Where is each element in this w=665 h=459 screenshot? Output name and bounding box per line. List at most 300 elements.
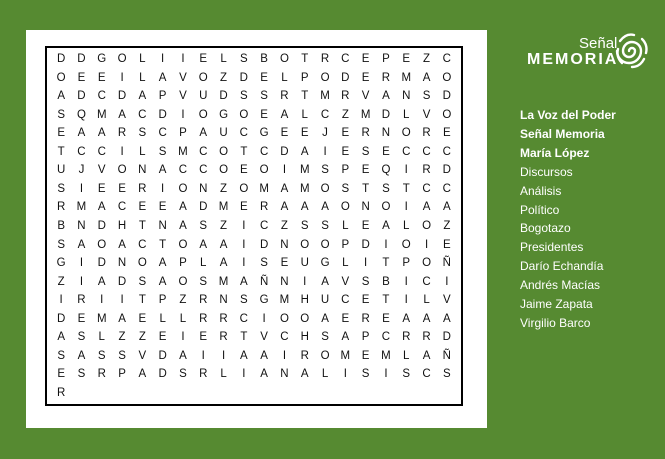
grid-letter[interactable]: A — [97, 275, 106, 288]
grid-letter[interactable]: L — [342, 257, 349, 270]
grid-letter[interactable]: M — [76, 201, 87, 214]
grid-letter[interactable]: I — [201, 349, 205, 362]
grid-letter[interactable]: A — [77, 349, 86, 362]
grid-letter[interactable]: D — [239, 71, 248, 84]
grid-letter[interactable]: C — [117, 201, 127, 214]
grid-letter[interactable]: I — [343, 368, 347, 381]
grid-letter[interactable]: C — [239, 312, 248, 325]
grid-letter[interactable]: A — [280, 201, 289, 214]
grid-letter[interactable]: T — [138, 294, 146, 307]
grid-letter[interactable]: I — [282, 164, 287, 177]
grid-letter[interactable]: M — [401, 71, 412, 84]
grid-letter[interactable]: S — [382, 182, 390, 195]
grid-letter[interactable]: S — [57, 182, 65, 195]
grid-letter[interactable]: T — [240, 331, 248, 344]
grid-letter[interactable]: P — [361, 331, 370, 344]
grid-letter[interactable]: A — [321, 275, 329, 288]
grid-letter[interactable]: A — [179, 219, 187, 232]
grid-letter[interactable]: D — [77, 90, 86, 103]
grid-letter[interactable]: G — [56, 257, 66, 270]
grid-letter[interactable]: A — [300, 368, 309, 381]
grid-letter[interactable]: Z — [220, 182, 228, 195]
grid-letter[interactable]: C — [138, 108, 147, 121]
grid-letter[interactable]: Ñ — [442, 257, 451, 270]
grid-letter[interactable]: S — [260, 90, 268, 103]
grid-letter[interactable]: D — [442, 164, 451, 177]
grid-letter[interactable]: S — [77, 368, 86, 381]
grid-letter[interactable]: O — [97, 238, 107, 251]
grid-letter[interactable]: A — [97, 201, 106, 214]
grid-letter[interactable]: S — [138, 275, 147, 288]
grid-letter[interactable]: R — [97, 368, 106, 381]
grid-letter[interactable]: S — [199, 275, 208, 288]
grid-letter[interactable]: I — [221, 349, 226, 362]
grid-letter[interactable]: P — [158, 294, 167, 307]
grid-letter[interactable]: M — [178, 145, 188, 158]
grid-letter[interactable]: J — [322, 127, 328, 140]
grid-letter[interactable]: Z — [220, 219, 228, 232]
grid-letter[interactable]: P — [179, 257, 187, 270]
grid-letter[interactable]: N — [138, 164, 147, 177]
grid-letter[interactable]: J — [78, 164, 85, 177]
grid-letter[interactable]: D — [442, 331, 451, 344]
grid-letter[interactable]: O — [442, 108, 452, 121]
grid-letter[interactable]: D — [97, 219, 106, 232]
grid-letter[interactable]: E — [361, 219, 370, 232]
grid-letter[interactable]: A — [138, 90, 147, 103]
grid-letter[interactable]: G — [259, 294, 269, 307]
grid-letter[interactable]: O — [259, 164, 269, 177]
grid-letter[interactable]: I — [59, 294, 63, 307]
grid-letter[interactable]: A — [219, 238, 228, 251]
grid-letter[interactable]: O — [422, 219, 432, 232]
grid-letter[interactable]: C — [442, 145, 451, 158]
grid-letter[interactable]: E — [158, 331, 167, 344]
grid-letter[interactable]: O — [56, 71, 66, 84]
grid-letter[interactable]: R — [219, 312, 228, 325]
grid-letter[interactable]: A — [158, 164, 167, 177]
grid-letter[interactable]: C — [422, 182, 431, 195]
grid-letter[interactable]: E — [138, 201, 147, 214]
grid-letter[interactable]: I — [242, 257, 246, 270]
grid-letter[interactable]: C — [402, 145, 411, 158]
grid-letter[interactable]: T — [301, 90, 309, 103]
grid-letter[interactable]: H — [300, 294, 309, 307]
grid-letter[interactable]: A — [179, 201, 187, 214]
grid-letter[interactable]: E — [260, 108, 268, 121]
grid-letter[interactable]: S — [422, 90, 431, 103]
grid-letter[interactable]: V — [97, 164, 106, 177]
grid-letter[interactable]: R — [422, 331, 431, 344]
grid-letter[interactable]: O — [239, 182, 249, 195]
grid-letter[interactable]: U — [320, 294, 330, 307]
grid-letter[interactable]: T — [402, 182, 410, 195]
grid-letter[interactable]: C — [138, 238, 147, 251]
grid-letter[interactable]: L — [159, 312, 166, 325]
grid-letter[interactable]: M — [96, 312, 107, 325]
grid-letter[interactable]: P — [341, 164, 350, 177]
grid-letter[interactable]: A — [57, 331, 65, 344]
grid-letter[interactable]: E — [199, 53, 208, 66]
grid-letter[interactable]: C — [199, 164, 208, 177]
grid-letter[interactable]: H — [300, 331, 309, 344]
grid-letter[interactable]: I — [181, 331, 185, 344]
grid-letter[interactable]: M — [299, 164, 310, 177]
grid-letter[interactable]: I — [404, 294, 408, 307]
grid-letter[interactable]: I — [79, 275, 84, 288]
grid-letter[interactable]: R — [219, 331, 228, 344]
grid-letter[interactable]: Z — [220, 71, 228, 84]
grid-letter[interactable]: C — [381, 331, 391, 344]
grid-letter[interactable]: M — [279, 294, 290, 307]
grid-letter[interactable]: A — [240, 275, 248, 288]
grid-letter[interactable]: D — [56, 53, 66, 66]
grid-letter[interactable]: O — [300, 312, 310, 325]
grid-letter[interactable]: S — [361, 368, 370, 381]
grid-letter[interactable]: I — [181, 108, 185, 121]
grid-letter[interactable]: O — [198, 108, 208, 121]
grid-letter[interactable]: V — [260, 331, 268, 344]
grid-letter[interactable]: R — [77, 294, 86, 307]
grid-letter[interactable]: C — [259, 219, 269, 232]
grid-letter[interactable]: I — [161, 53, 165, 66]
grid-letter[interactable]: D — [97, 257, 106, 270]
grid-letter[interactable]: G — [320, 257, 330, 270]
grid-letter[interactable]: E — [402, 53, 411, 66]
grid-letter[interactable]: Z — [443, 219, 451, 232]
grid-letter[interactable]: E — [300, 127, 309, 140]
grid-letter[interactable]: E — [443, 127, 451, 140]
grid-letter[interactable]: L — [139, 53, 146, 66]
grid-letter[interactable]: A — [199, 127, 208, 140]
grid-letter[interactable]: I — [303, 275, 307, 288]
grid-letter[interactable]: O — [117, 164, 127, 177]
grid-letter[interactable]: L — [139, 145, 146, 158]
grid-letter[interactable]: S — [199, 219, 208, 232]
grid-letter[interactable]: A — [158, 275, 167, 288]
grid-letter[interactable]: E — [240, 164, 248, 177]
grid-letter[interactable]: S — [57, 108, 65, 121]
grid-letter[interactable]: N — [381, 127, 391, 140]
grid-letter[interactable]: S — [321, 164, 329, 177]
grid-letter[interactable]: A — [443, 201, 451, 214]
grid-letter[interactable]: A — [77, 238, 86, 251]
grid-letter[interactable]: I — [120, 294, 124, 307]
grid-letter[interactable]: Q — [76, 108, 86, 121]
grid-letter[interactable]: S — [443, 368, 451, 381]
grid-letter[interactable]: I — [445, 275, 449, 288]
grid-letter[interactable]: D — [117, 90, 127, 103]
grid-letter[interactable]: A — [118, 108, 126, 121]
grid-letter[interactable]: C — [320, 108, 330, 121]
grid-letter[interactable]: C — [280, 331, 289, 344]
grid-letter[interactable]: O — [178, 238, 188, 251]
grid-letter[interactable]: I — [404, 164, 408, 177]
grid-letter[interactable]: C — [341, 53, 350, 66]
grid-letter[interactable]: N — [361, 201, 370, 214]
grid-letter[interactable]: S — [321, 331, 329, 344]
grid-letter[interactable]: V — [443, 294, 451, 307]
grid-letter[interactable]: A — [158, 71, 167, 84]
grid-letter[interactable]: Z — [118, 331, 126, 344]
grid-letter[interactable]: O — [198, 71, 208, 84]
grid-letter[interactable]: A — [280, 182, 289, 195]
grid-letter[interactable]: A — [382, 219, 390, 232]
grid-letter[interactable]: C — [97, 90, 106, 103]
grid-letter[interactable]: O — [219, 164, 229, 177]
grid-letter[interactable]: C — [77, 145, 86, 158]
grid-letter[interactable]: S — [179, 368, 187, 381]
grid-letter[interactable]: S — [97, 349, 106, 362]
grid-letter[interactable]: N — [199, 182, 208, 195]
grid-letter[interactable]: A — [300, 201, 309, 214]
grid-letter[interactable]: A — [422, 312, 431, 325]
grid-letter[interactable]: L — [98, 331, 105, 344]
grid-letter[interactable]: Z — [423, 53, 431, 66]
grid-letter[interactable]: B — [57, 219, 65, 232]
grid-letter[interactable]: L — [139, 71, 146, 84]
grid-letter[interactable]: I — [242, 238, 246, 251]
grid-letter[interactable]: A — [300, 145, 309, 158]
grid-letter[interactable]: A — [118, 238, 126, 251]
grid-letter[interactable]: O — [137, 257, 147, 270]
grid-letter[interactable]: V — [179, 90, 187, 103]
grid-letter[interactable]: S — [57, 349, 65, 362]
grid-letter[interactable]: N — [280, 368, 289, 381]
grid-letter[interactable]: L — [281, 71, 288, 84]
grid-letter[interactable]: R — [300, 349, 309, 362]
grid-letter[interactable]: E — [240, 201, 248, 214]
grid-letter[interactable]: I — [384, 238, 388, 251]
grid-letter[interactable]: V — [179, 71, 187, 84]
grid-letter[interactable]: A — [179, 349, 187, 362]
grid-letter[interactable]: I — [242, 219, 246, 232]
grid-letter[interactable]: O — [320, 349, 330, 362]
grid-letter[interactable]: E — [361, 53, 370, 66]
grid-letter[interactable]: I — [79, 257, 84, 270]
grid-letter[interactable]: S — [240, 53, 248, 66]
grid-letter[interactable]: I — [161, 182, 165, 195]
grid-letter[interactable]: L — [342, 219, 349, 232]
grid-letter[interactable]: P — [158, 90, 167, 103]
grid-letter[interactable]: S — [138, 127, 147, 140]
grid-letter[interactable]: A — [422, 349, 431, 362]
grid-letter[interactable]: O — [320, 71, 330, 84]
grid-letter[interactable]: I — [120, 145, 124, 158]
grid-letter[interactable]: R — [56, 201, 66, 214]
grid-letter[interactable]: N — [280, 238, 289, 251]
grid-letter[interactable]: I — [100, 294, 104, 307]
grid-letter[interactable]: S — [361, 145, 370, 158]
grid-letter[interactable]: O — [117, 53, 127, 66]
grid-letter[interactable]: E — [382, 145, 390, 158]
grid-letter[interactable]: S — [118, 349, 126, 362]
grid-letter[interactable]: Z — [341, 108, 349, 121]
grid-letter[interactable]: E — [341, 127, 350, 140]
grid-letter[interactable]: S — [402, 368, 411, 381]
grid-letter[interactable]: E — [77, 312, 86, 325]
grid-letter[interactable]: O — [340, 201, 350, 214]
grid-letter[interactable]: L — [403, 349, 410, 362]
grid-letter[interactable]: S — [240, 90, 248, 103]
grid-letter[interactable]: E — [57, 127, 65, 140]
grid-letter[interactable]: H — [117, 219, 127, 232]
grid-letter[interactable]: A — [321, 201, 329, 214]
grid-letter[interactable]: I — [364, 257, 368, 270]
grid-letter[interactable]: D — [259, 238, 269, 251]
grid-letter[interactable]: M — [360, 108, 371, 121]
grid-letter[interactable]: R — [199, 312, 208, 325]
grid-letter[interactable]: D — [280, 145, 289, 158]
grid-letter[interactable]: S — [321, 219, 329, 232]
grid-letter[interactable]: V — [341, 275, 350, 288]
grid-letter[interactable]: M — [299, 182, 310, 195]
grid-letter[interactable]: R — [422, 164, 431, 177]
grid-letter[interactable]: I — [384, 368, 388, 381]
grid-letter[interactable]: M — [218, 275, 229, 288]
grid-letter[interactable]: A — [219, 257, 228, 270]
grid-letter[interactable]: D — [158, 108, 167, 121]
grid-letter[interactable]: R — [361, 127, 370, 140]
grid-letter[interactable]: L — [179, 312, 187, 325]
grid-letter[interactable]: E — [361, 349, 370, 362]
grid-letter[interactable]: D — [158, 368, 167, 381]
grid-letter[interactable]: N — [280, 275, 289, 288]
grid-letter[interactable]: C — [442, 182, 451, 195]
grid-letter[interactable]: Z — [179, 294, 187, 307]
grid-letter[interactable]: Z — [57, 275, 65, 288]
grid-letter[interactable]: E — [138, 312, 147, 325]
grid-letter[interactable]: M — [218, 201, 229, 214]
grid-letter[interactable]: R — [381, 71, 391, 84]
grid-letter[interactable]: L — [403, 219, 410, 232]
grid-letter[interactable]: I — [79, 182, 84, 195]
grid-letter[interactable]: U — [300, 257, 309, 270]
grid-letter[interactable]: A — [118, 312, 126, 325]
grid-letter[interactable]: T — [362, 182, 370, 195]
grid-letter[interactable]: L — [423, 294, 430, 307]
grid-letter[interactable]: C — [97, 145, 106, 158]
grid-letter[interactable]: N — [77, 219, 86, 232]
grid-letter[interactable]: N — [158, 219, 167, 232]
grid-letter[interactable]: I — [262, 312, 266, 325]
grid-letter[interactable]: P — [118, 368, 126, 381]
grid-letter[interactable]: C — [422, 145, 431, 158]
grid-letter[interactable]: S — [240, 294, 248, 307]
grid-letter[interactable]: O — [401, 238, 411, 251]
grid-letter[interactable]: B — [382, 275, 390, 288]
grid-letter[interactable]: Ñ — [259, 275, 269, 288]
grid-letter[interactable]: P — [300, 71, 309, 84]
grid-letter[interactable]: S — [77, 331, 86, 344]
grid-letter[interactable]: A — [97, 127, 106, 140]
grid-letter[interactable]: O — [422, 257, 432, 270]
grid-letter[interactable]: I — [181, 53, 185, 66]
grid-letter[interactable]: R — [422, 127, 431, 140]
grid-letter[interactable]: A — [138, 368, 147, 381]
grid-letter[interactable]: L — [220, 368, 227, 381]
grid-letter[interactable]: R — [117, 127, 127, 140]
grid-letter[interactable]: T — [138, 219, 146, 232]
grid-letter[interactable]: P — [341, 238, 350, 251]
grid-letter[interactable]: T — [159, 238, 167, 251]
grid-letter[interactable]: A — [158, 257, 167, 270]
grid-letter[interactable]: Z — [138, 331, 146, 344]
grid-letter[interactable]: T — [301, 53, 309, 66]
grid-letter[interactable]: A — [199, 238, 208, 251]
grid-letter[interactable]: E — [341, 312, 350, 325]
grid-letter[interactable]: R — [56, 386, 66, 399]
grid-letter[interactable]: A — [260, 368, 268, 381]
grid-letter[interactable]: S — [158, 145, 167, 158]
grid-letter[interactable]: Ñ — [442, 349, 451, 362]
grid-letter[interactable]: V — [361, 90, 370, 103]
grid-letter[interactable]: E — [382, 312, 390, 325]
grid-letter[interactable]: D — [56, 312, 66, 325]
grid-letter[interactable]: A — [341, 331, 350, 344]
grid-letter[interactable]: U — [56, 164, 66, 177]
grid-letter[interactable]: A — [402, 312, 411, 325]
grid-letter[interactable]: D — [158, 349, 167, 362]
grid-letter[interactable]: O — [239, 108, 249, 121]
grid-letter[interactable]: R — [280, 90, 289, 103]
grid-letter[interactable]: D — [117, 275, 127, 288]
grid-letter[interactable]: E — [361, 164, 370, 177]
grid-letter[interactable]: O — [381, 201, 391, 214]
grid-letter[interactable]: S — [341, 182, 350, 195]
grid-letter[interactable]: N — [117, 257, 127, 270]
grid-letter[interactable]: M — [381, 349, 391, 362]
grid-letter[interactable]: R — [199, 294, 208, 307]
grid-letter[interactable]: A — [260, 349, 268, 362]
grid-letter[interactable]: R — [361, 312, 370, 325]
grid-letter[interactable]: D — [381, 108, 391, 121]
grid-letter[interactable]: R — [320, 53, 330, 66]
grid-letter[interactable]: I — [120, 71, 124, 84]
grid-letter[interactable]: C — [442, 53, 451, 66]
grid-letter[interactable]: L — [220, 53, 227, 66]
grid-letter[interactable]: A — [382, 90, 390, 103]
grid-letter[interactable]: O — [279, 312, 289, 325]
grid-letter[interactable]: C — [341, 294, 350, 307]
grid-letter[interactable]: D — [442, 90, 451, 103]
grid-letter[interactable]: A — [57, 90, 65, 103]
grid-letter[interactable]: P — [402, 257, 411, 270]
grid-letter[interactable]: C — [158, 127, 167, 140]
grid-letter[interactable]: U — [199, 90, 208, 103]
grid-letter[interactable]: S — [361, 275, 370, 288]
grid-letter[interactable]: E — [260, 71, 268, 84]
grid-letter[interactable]: R — [138, 182, 147, 195]
grid-letter[interactable]: A — [77, 127, 86, 140]
grid-letter[interactable]: D — [199, 201, 208, 214]
grid-letter[interactable]: O — [279, 53, 289, 66]
grid-letter[interactable]: I — [282, 349, 287, 362]
grid-letter[interactable]: M — [320, 90, 330, 103]
grid-letter[interactable]: I — [323, 145, 327, 158]
grid-letter[interactable]: O — [320, 238, 330, 251]
grid-letter[interactable]: E — [118, 182, 126, 195]
grid-letter[interactable]: O — [442, 71, 452, 84]
grid-letter[interactable]: A — [443, 312, 451, 325]
grid-letter[interactable]: C — [259, 145, 269, 158]
grid-letter[interactable]: O — [219, 145, 229, 158]
grid-letter[interactable]: S — [57, 238, 65, 251]
grid-letter[interactable]: D — [77, 53, 86, 66]
grid-letter[interactable]: I — [404, 201, 408, 214]
grid-letter[interactable]: E — [341, 145, 350, 158]
grid-letter[interactable]: O — [300, 238, 310, 251]
